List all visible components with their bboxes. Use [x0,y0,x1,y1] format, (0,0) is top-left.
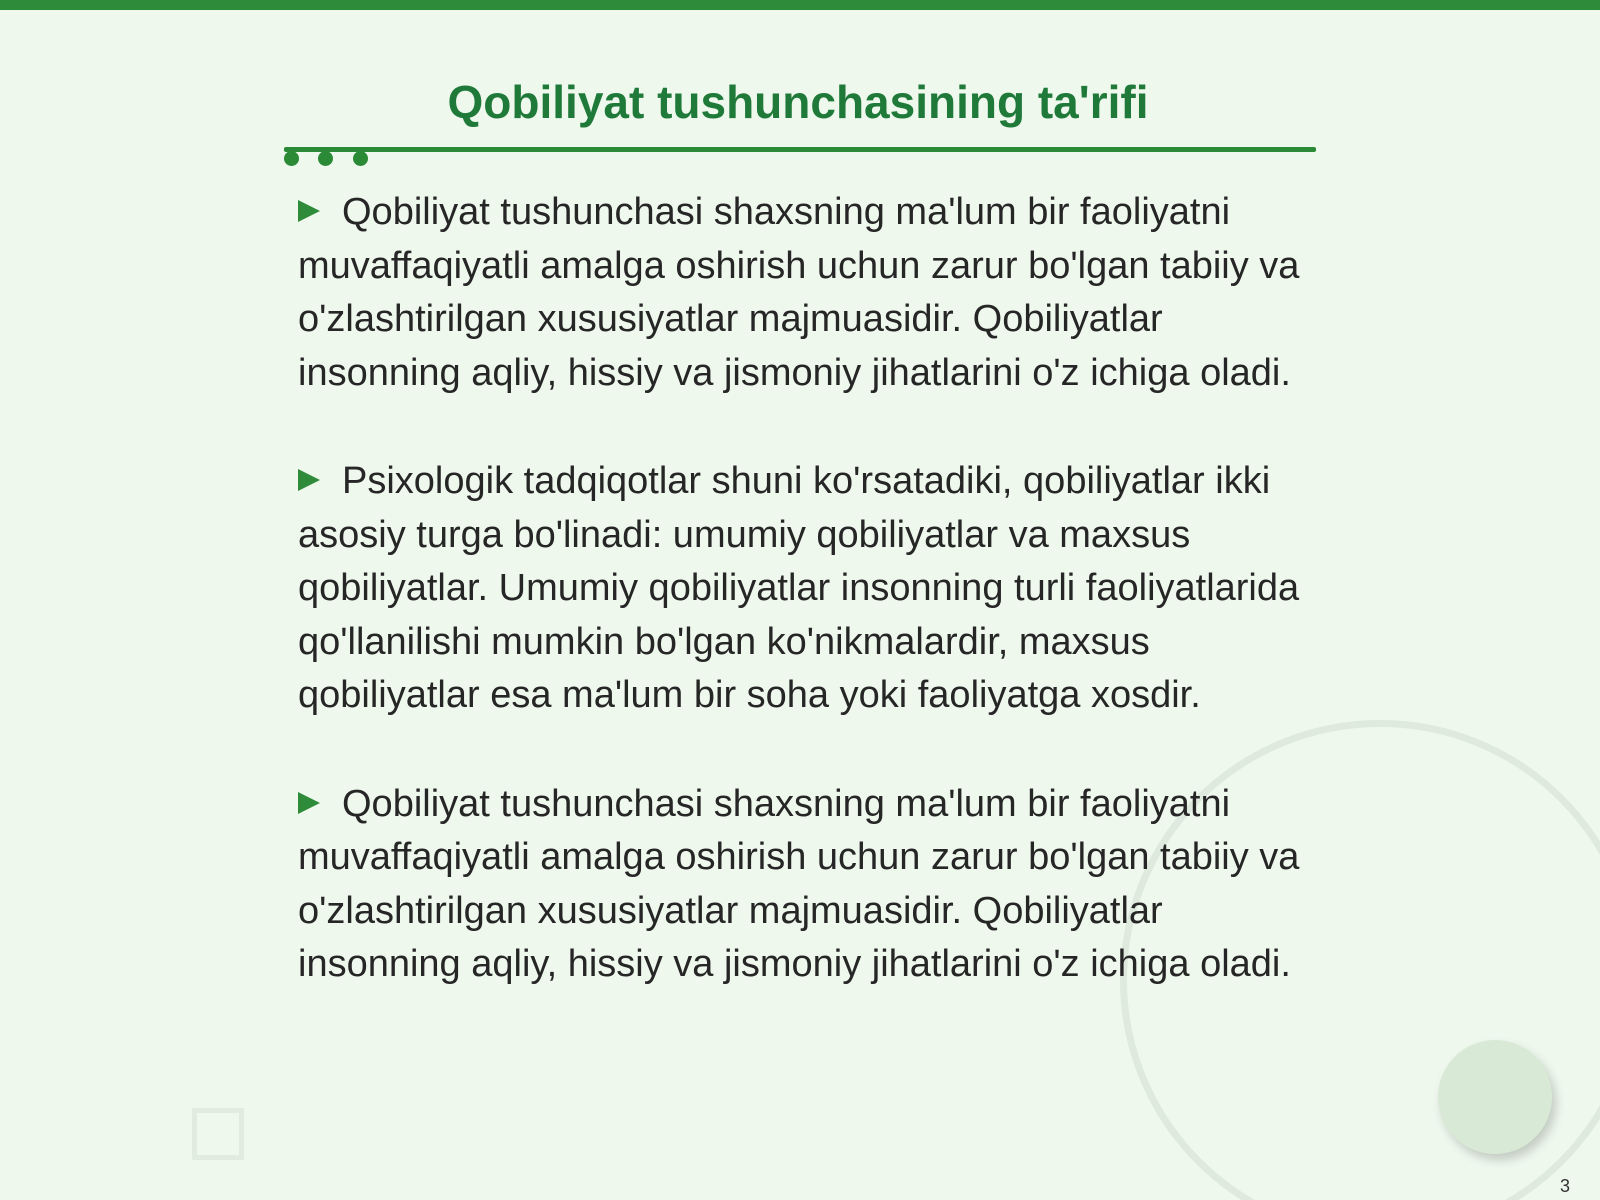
decorative-square [192,1108,244,1160]
bullet-item [298,778,1318,992]
bullet-text: Psixologik tadqiqotlar shuni ko'rsatadiki, qobiliyatlar ikki asosiy turga bo'linadi: umumiy qobiliyatlar va maxsus qobiliyatlar. Umumiy qobiliyatlar insonning turli faoliyatlarida qo'llanilishi mumkin bo'lgan ko'nikmalardir, maxsus qobiliyatlar esa ma'lum bir soha yoki faoliyatga xosdir. [298,460,1300,716]
bullet-list [298,186,1318,1047]
bullet-text: Qobiliyat tushunchasi shaxsning ma'lum bir faoliyatni muvaffaqiyatli amalga oshirish uchun zarur bo'lgan tabiiy va o'zlashtirilgan xususiyatlar majmuasidir. Qobiliyatlar insonning aqliy, hissiy va jismoniy jihatlarini o'z ichiga oladi. [298,191,1300,394]
page-number: 3 [1559,1176,1570,1196]
bullet-item [298,455,1318,723]
decorative-disc [1438,1040,1552,1154]
bullet-text: Qobiliyat tushunchasi shaxsning ma'lum bir faoliyatni muvaffaqiyatli amalga oshirish uchun zarur bo'lgan tabiiy va o'zlashtirilgan xususiyatlar majmuasidir. Qobiliyatlar insonning aqliy, hissiy va jismoniy jihatlarini o'z ichiga oladi. [298,782,1300,985]
triangle-right-icon [298,792,320,814]
triangle-right-icon [298,200,320,222]
bullet-item [298,186,1318,400]
underline-dot [353,151,368,166]
underline-dot [318,151,333,166]
top-accent-bar [0,0,1600,10]
title-underline [284,147,1316,152]
triangle-right-icon [298,469,320,491]
slide-title: Qobiliyat tushunchasining ta'rifi [447,76,1149,128]
underline-dot [284,151,299,166]
